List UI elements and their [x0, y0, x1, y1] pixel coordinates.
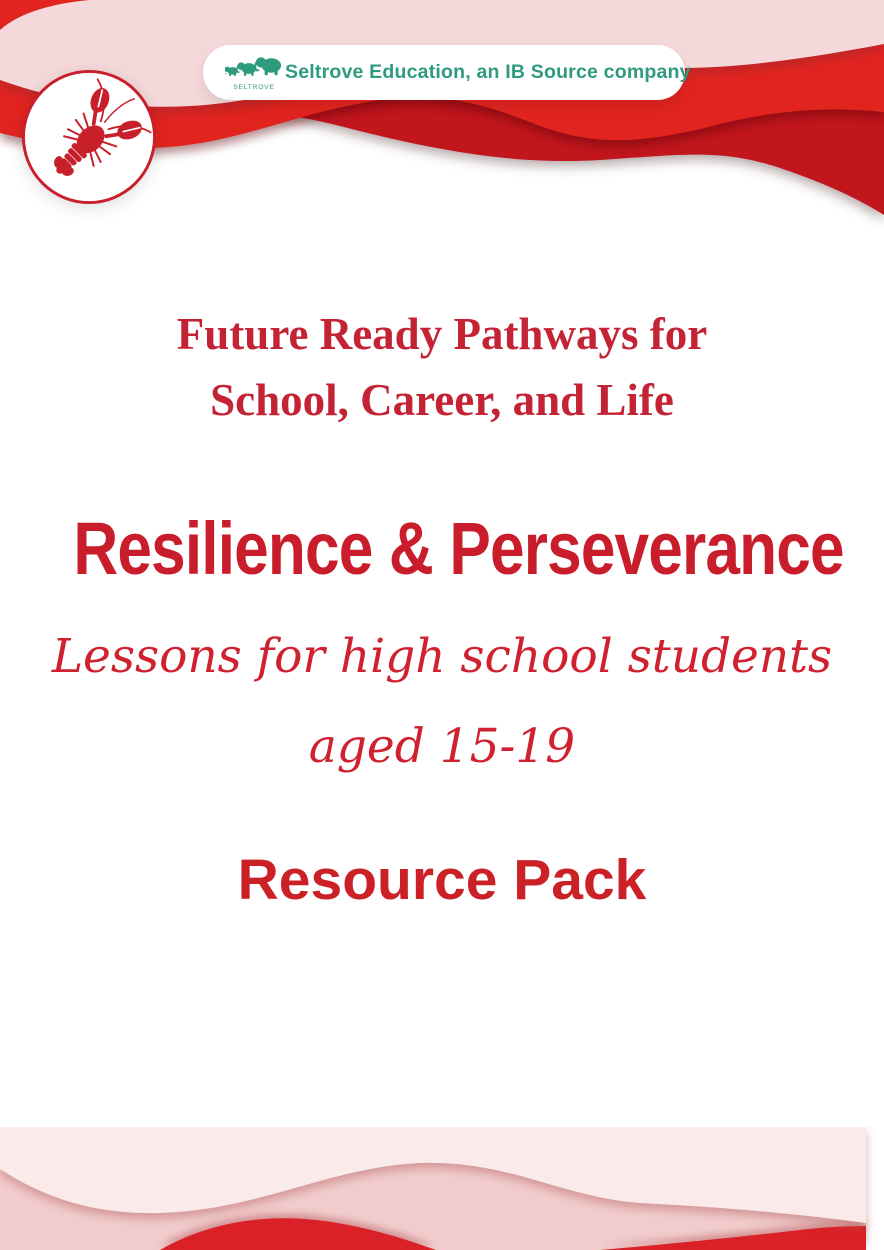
series-title-line1: Future Ready Pathways for: [176, 309, 708, 359]
main-title-text: Resilience & Perseverance: [73, 507, 844, 590]
series-title-line2: School, Career, and Life: [210, 375, 674, 425]
pack-title: Resource Pack: [237, 848, 647, 912]
publisher-badge-label: Seltrove Education, an IB Source company: [285, 61, 691, 83]
series-title: [0, 301, 884, 433]
lobster-emblem: [20, 68, 158, 206]
main-title: [0, 507, 884, 590]
audience-subtitle-line2: aged 15-19: [308, 719, 576, 774]
audience-subtitle-line1: Lessons for high school students: [51, 629, 833, 684]
footer-wave-decoration: [0, 1127, 884, 1250]
logo-wordmark: SELTROVE: [233, 83, 275, 91]
audience-subtitle: [0, 612, 884, 792]
publisher-badge: [203, 45, 691, 100]
lobster-icon: [20, 68, 158, 206]
elephants-icon: [225, 52, 285, 94]
